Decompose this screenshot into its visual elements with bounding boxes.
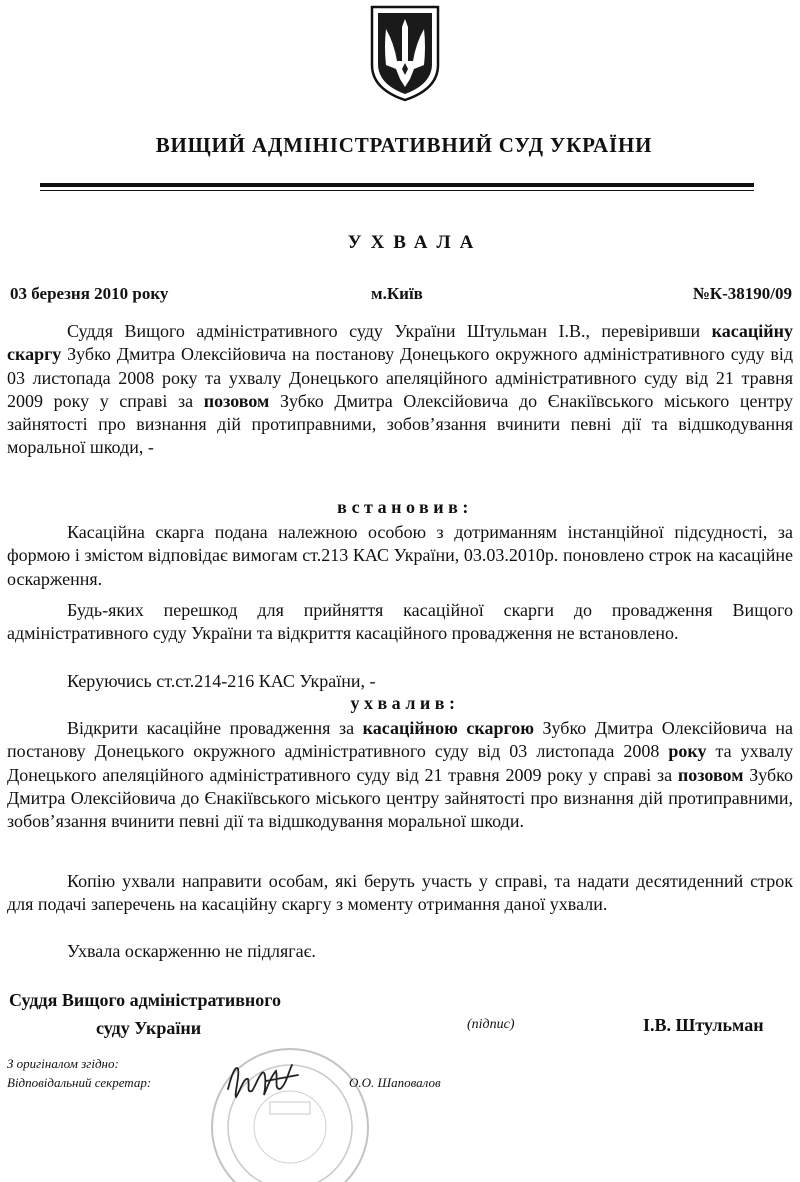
intro-text-e: Зубко Дмитра Олексійовича до Єнакіївського міського центру зайнятості про визнання дій протиправними, зобов’язання вчинити певні дії та відшкодування моральної шкоди, -: [7, 390, 794, 458]
paragraph-not-appealable: [7, 940, 793, 963]
intro-text-c: Зубко Дмитра Олексійовича на постанову Донецького окружного адміністративного суду від 03 листопада 2008 року та ухвалу Донецького апеляційного адміністративного суду від 21 травня 2009 року у справі за: [7, 344, 793, 411]
header-divider-thin: [40, 190, 754, 191]
certification-block: [7, 1054, 151, 1092]
paragraph-copy-notice: [7, 870, 793, 917]
header-divider-thick: [40, 183, 754, 187]
document-title: УХВАЛА: [347, 232, 483, 253]
certification-line2: Відповідальний секретар:: [7, 1075, 152, 1090]
judge-title-line2: суду України: [96, 1018, 202, 1038]
paragraph-admissibility: [7, 521, 793, 591]
handwritten-signature: [222, 1055, 304, 1105]
intro-emphasis-lawsuit: позовом: [203, 390, 270, 411]
judge-title-line1: Суддя Вищого адміністративного: [9, 990, 282, 1010]
ruling-text-e: та ухвалу Донецького апеляційного адміністративного суду від 21 травня 2009 року у справі за: [7, 741, 793, 785]
paragraph-intro: [7, 320, 793, 460]
copy-notice-text: Копію ухвали направити особам, які беруть участь у справі, та надати десятиденний строк для подачі заперечень на касаційну скаргу з моменту отримання даної ухвали.: [7, 871, 793, 915]
judge-name: І.В. Штульман: [643, 1015, 764, 1035]
paragraph-ruling: [7, 717, 793, 833]
ruling-text-c: Зубко Дмитра Олексійовича на постанову Донецького окружного адміністративного суду від 03 листопада 2008: [7, 718, 793, 762]
ruling-text-g: Зубко Дмитра Олексійовича до Єнакіївського міського центру зайнятості про визнання дій протиправними, зобов’язання вчинити певні дії та відшкодування моральної шкоди.: [7, 764, 794, 832]
intro-emphasis-cassation-appeal: касаційну скаргу: [7, 321, 794, 365]
not-appealable-text: Ухвала оскарженню не підлягає.: [67, 941, 316, 961]
ruling-emphasis-lawsuit: позовом: [677, 764, 744, 785]
case-number: №К-38190/09: [692, 284, 792, 303]
no-obstacles-text: Будь-яких перешкод для прийняття касаційної скарги до провадження Вищого адміністративного суду України та відкриття касаційного провадження не встановлено.: [7, 600, 793, 644]
signature-placeholder: (підпис): [467, 1017, 515, 1032]
secretary-name: О.О. Шаповалов: [349, 1075, 441, 1090]
ruling-text-a: Відкрити касаційне провадження за: [67, 718, 355, 738]
heading-ruled: ухвалив:: [350, 693, 460, 713]
paragraph-no-obstacles: [7, 599, 793, 646]
court-name: ВИЩИЙ АДМІНІСТРАТИВНИЙ СУД УКРАЇНИ: [155, 133, 653, 157]
admissibility-text: Касаційна скарга подана належною особою з дотриманням інстанційної підсудності, за формою і змістом відповідає вимогам ст.213 КАС України, 03.03.2010р. поновлено строк на касаційне оскарження.: [7, 522, 793, 589]
certification-line1: З оригіналом згідно:: [7, 1056, 119, 1071]
heading-established: встановив:: [337, 497, 473, 517]
paragraph-legal-basis: [7, 670, 793, 693]
ruling-emphasis-year: року: [668, 741, 707, 762]
document-date: 03 березня 2010 року: [10, 284, 169, 303]
intro-text-a: Суддя Вищого адміністративного суду України Штульман І.В., перевіривши: [67, 321, 701, 341]
document-city: м.Київ: [371, 284, 423, 303]
legal-basis-text: Керуючись ст.ст.214-216 КАС України, -: [67, 671, 376, 691]
trident-emblem-icon: [368, 3, 442, 103]
ruling-emphasis-cassation-appeal: касаційною скаргою: [362, 718, 534, 738]
